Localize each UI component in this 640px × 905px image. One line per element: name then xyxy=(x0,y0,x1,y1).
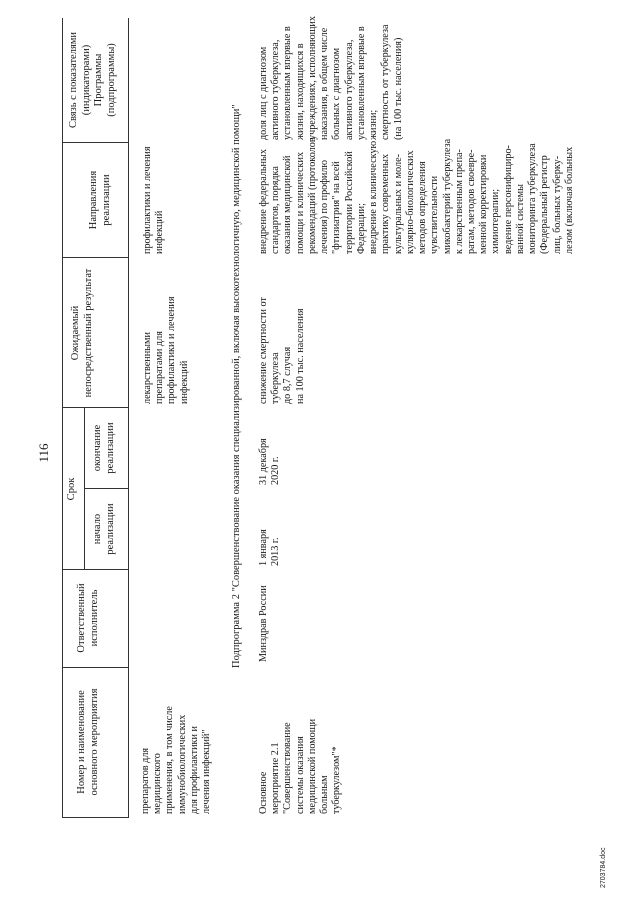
header-directions: Направления реализации xyxy=(88,170,112,230)
document-page xyxy=(32,18,612,888)
footer-document-code: 2703784.doc xyxy=(600,847,607,888)
term-sub-rule xyxy=(84,408,85,570)
col-divider-6 xyxy=(62,257,128,258)
header-expected-result: Ожидаемый непосредственный результат xyxy=(70,268,94,398)
col-divider-1 xyxy=(62,817,128,818)
col-divider-7 xyxy=(62,142,128,143)
col-divider-2 xyxy=(62,667,128,668)
continuation-directions: профилактики и лечения инфекций xyxy=(142,146,166,254)
header-term: Срок xyxy=(66,477,77,501)
header-term-end: окончание реализации xyxy=(92,422,116,474)
header-term-start: начало реализации xyxy=(92,503,116,555)
col-divider-4 xyxy=(84,488,128,489)
main-measure-name: Основное мероприятие 2.1 "Совершенствование системы оказания медицинской помощи больным туберкулезом"* xyxy=(258,718,343,814)
header-executor: Ответственный исполнитель xyxy=(76,583,100,653)
main-indicators-link: доля лиц с диагнозом активного туберкулеза, установленным впервые в жизни, находящихся в учреждениях, исполняющих наказания, в общем числе больных с диагнозом активного туберкулеза, установленным впервые в жизни; смертность от туберкулеза (на 100 тыс. населения) xyxy=(258,16,404,140)
main-executor: Минздрав России xyxy=(258,585,269,662)
continuation-measure-name: препаратов для медицинского применения, в том числе иммунобиологических для профилактики и лечения инфекций" xyxy=(140,706,213,814)
table-top-rule xyxy=(62,18,63,818)
main-term-start: 1 января 2013 г. xyxy=(258,529,282,566)
continuation-expected-result: лекарственными препаратами для профилактики и лечения инфекций xyxy=(142,296,190,404)
header-indicators-link: Связь с показателями (индикаторами) Программы (подпрограммы) xyxy=(68,31,117,129)
main-expected-result: снижение смертности от туберкулеза до 8,7 случая на 100 тыс. населения xyxy=(258,297,306,404)
page-number: 116 xyxy=(36,443,51,463)
header-bottom-rule xyxy=(128,18,129,818)
main-term-end: 31 декабря 2020 г. xyxy=(258,438,282,485)
subprogram-title: Подпрограмма 2 "Совершенствование оказания специализированной, включая высокотехнологичную, медицинской помощи" xyxy=(231,104,242,668)
main-directions: внедрение федеральных стандартов, порядка оказания медицинской помощи и клинических рекомендаций (протоколов лечения) по профилю "фтизиатрия" на всей территории Российской Федерации; внедрение в клиническую практику современных культуральных и моле- кулярно-биологических методов определения чувствительности микобактерий туберкулеза к лекарственным препа- ратам, методов своевре- менной корректировки химиотерапии; ведение персонифициро- ванной системы мониторинга туберкулеза (Федеральный регистр лиц, больных туберку- лезом (включая больных xyxy=(258,137,575,254)
header-number-name: Номер и наименование основного мероприятия xyxy=(76,688,100,796)
